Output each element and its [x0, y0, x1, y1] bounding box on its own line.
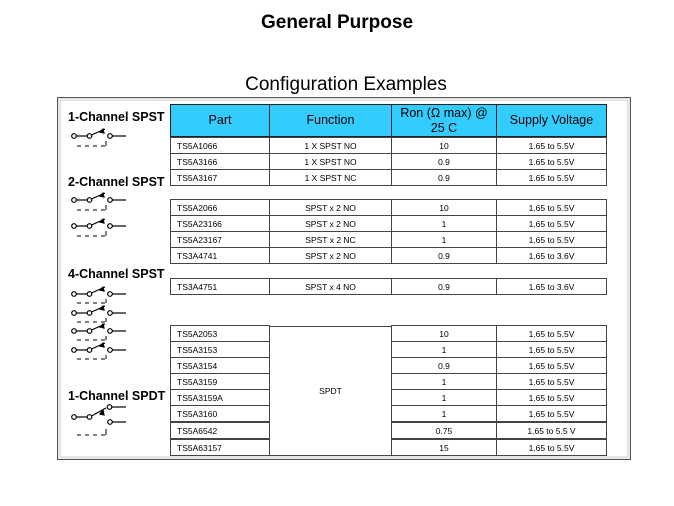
function-cell: SPST x 2 NC [269, 231, 392, 248]
supply-cell: 1.65 to 3.6V [496, 247, 607, 264]
part-cell: TS5A3159 [170, 373, 270, 390]
part-cell: TS5A3154 [170, 357, 270, 374]
table-row [170, 278, 607, 295]
page-subtitle: Configuration Examples [245, 74, 447, 95]
spst-switch-icon [68, 305, 130, 325]
function-cell: 1 X SPST NC [269, 169, 392, 186]
header-ron: Ron (Ω max) @ 25 C [391, 104, 497, 137]
function-cell: SPST x 2 NO [269, 247, 392, 264]
part-cell: TS3A4741 [170, 247, 270, 264]
table-row [170, 247, 607, 264]
ron-cell: 1 [391, 341, 497, 358]
function-cell: SPST x 2 NO [269, 215, 392, 232]
table-row [170, 137, 607, 154]
supply-cell: 1.65 to 5.5V [496, 153, 607, 170]
ron-cell: 0.75 [391, 422, 497, 439]
supply-cell: 1.65 to 5.5V [496, 215, 607, 232]
supply-cell: 1.65 to 5.5V [496, 439, 607, 456]
label-4-channel-spst: 4-Channel SPST [68, 267, 165, 281]
supply-cell: 1.65 to 5.5V [496, 389, 607, 406]
function-cell: SPST x 2 NO [269, 199, 392, 216]
header-part: Part [170, 104, 270, 137]
part-cell: TS5A3153 [170, 341, 270, 358]
ron-cell: 1 [391, 231, 497, 248]
part-cell: TS3A4751 [170, 278, 270, 295]
part-cell: TS5A6542 [170, 422, 270, 439]
part-cell: TS5A23167 [170, 231, 270, 248]
part-cell: TS5A3160 [170, 405, 270, 422]
function-cell: 1 X SPST NO [269, 137, 392, 154]
supply-cell: 1.65 to 5.5V [496, 357, 607, 374]
supply-cell: 1.65 to 3.6V [496, 278, 607, 295]
spst-switch-icon [68, 192, 130, 214]
spst-switch-icon [68, 128, 130, 150]
ron-cell: 15 [391, 439, 497, 456]
ron-cell: 0.9 [391, 278, 497, 295]
supply-cell: 1.65 to 5.5V [496, 405, 607, 422]
label-2-channel-spst: 2-Channel SPST [68, 175, 165, 189]
page-title: General Purpose [260, 12, 414, 33]
part-cell: TS5A2053 [170, 325, 270, 342]
spst-switch-icon [68, 323, 130, 343]
part-cell: TS5A1066 [170, 137, 270, 154]
table-row [170, 231, 607, 248]
supply-cell: 1.65 to 5.5V [496, 169, 607, 186]
ron-cell: 1 [391, 373, 497, 390]
table-row [170, 169, 607, 186]
ron-cell: 0.9 [391, 169, 497, 186]
ron-cell: 0.9 [391, 357, 497, 374]
label-1-channel-spst: 1-Channel SPST [68, 110, 165, 124]
table-row [170, 153, 607, 170]
supply-cell: 1.65 to 5.5V [496, 199, 607, 216]
part-cell: TS5A63157 [170, 439, 270, 456]
spst-switch-icon [68, 286, 130, 306]
ron-cell: 1 [391, 405, 497, 422]
part-cell: TS5A3167 [170, 169, 270, 186]
supply-cell: 1.65 to 5.5V [496, 325, 607, 342]
part-cell: TS5A23166 [170, 215, 270, 232]
supply-cell: 1.65 to 5.5V [496, 137, 607, 154]
ron-cell: 1 [391, 215, 497, 232]
label-1-channel-spdt: 1-Channel SPDT [68, 389, 166, 403]
supply-cell: 1.65 to 5.5 V [496, 422, 607, 439]
ron-cell: 10 [391, 199, 497, 216]
part-cell: TS5A3159A [170, 389, 270, 406]
header-function: Function [269, 104, 392, 137]
supply-cell: 1.65 to 5.5V [496, 341, 607, 358]
supply-cell: 1.65 to 5.5V [496, 373, 607, 390]
table-row [170, 215, 607, 232]
function-cell: 1 X SPST NO [269, 153, 392, 170]
ron-cell: 0.9 [391, 153, 497, 170]
supply-cell: 1.65 to 5.5V [496, 231, 607, 248]
part-cell: TS5A2066 [170, 199, 270, 216]
ron-cell: 0.9 [391, 247, 497, 264]
header-supply-voltage: Supply Voltage [496, 104, 607, 137]
ron-cell: 1 [391, 389, 497, 406]
ron-cell: 10 [391, 137, 497, 154]
spst-switch-icon [68, 342, 130, 362]
ron-cell: 10 [391, 325, 497, 342]
spst-switch-icon [68, 218, 130, 240]
spdt-function-cell: SPDT [269, 326, 392, 456]
table-row [170, 199, 607, 216]
spdt-switch-icon [68, 402, 130, 442]
part-cell: TS5A3166 [170, 153, 270, 170]
function-cell: SPST x 4 NO [269, 278, 392, 295]
